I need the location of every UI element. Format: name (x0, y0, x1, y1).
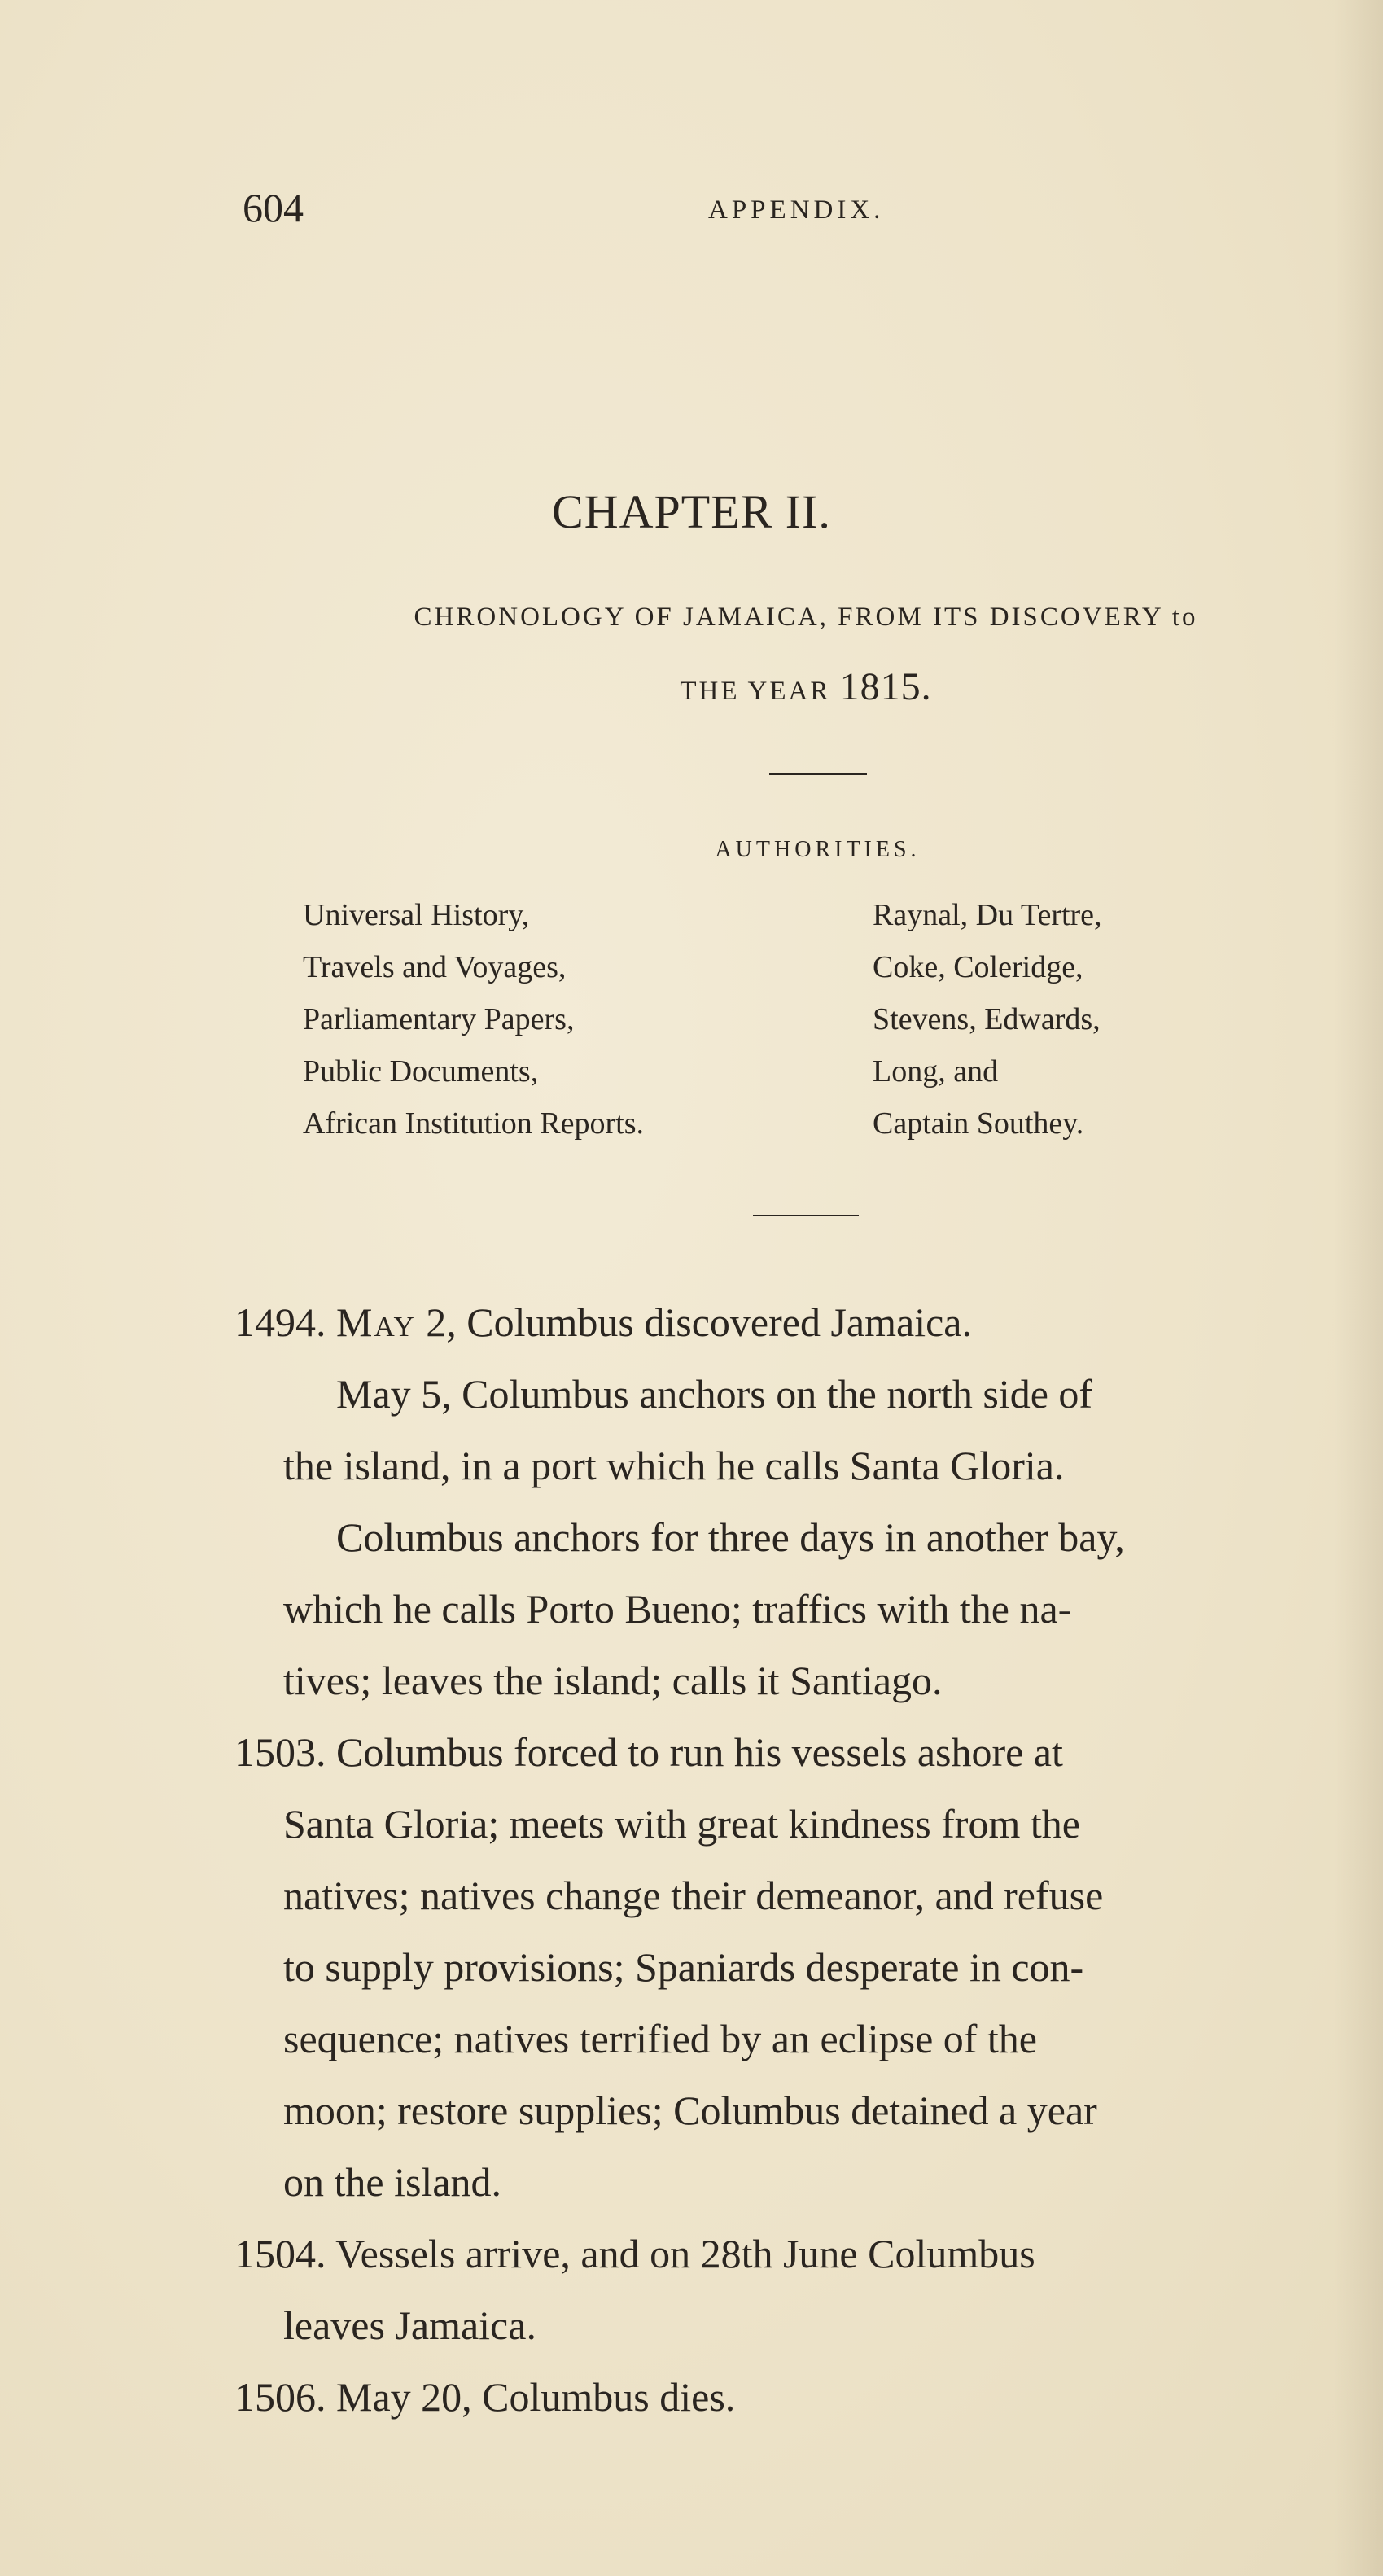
authority-left: Public Documents, (303, 1054, 539, 1089)
authorities-list (303, 889, 1263, 1150)
authority-left: Travels and Voyages, (303, 950, 567, 984)
chapter-subtitle-year: 1815. (839, 665, 932, 708)
chapter-subtitle-prefix: THE YEAR (680, 677, 831, 706)
text-line: 1504. Vessels arrive, and on 28th June Columbus (234, 2231, 1035, 2276)
text-line: moon; restore supplies; Columbus detained a year (283, 2088, 1097, 2133)
authority-right: Raynal, Du Tertre, (873, 898, 1102, 932)
authorities-row (303, 993, 1263, 1045)
authority-left: Universal History, (303, 898, 530, 932)
text-line: tives; leaves the island; calls it Santiago. (283, 1658, 943, 1703)
text-line: 1503. Columbus forced to run his vessels ashore at (234, 1729, 1063, 1775)
divider-rule-bottom (753, 1215, 859, 1216)
entry-text: 2, Columbus discovered Jamaica. (426, 1299, 972, 1345)
entry-month: May (336, 1299, 416, 1345)
text-line: May 5, Columbus anchors on the north side of (336, 1371, 1093, 1417)
chapter-subtitle-line-2 (269, 652, 1343, 726)
authority-right: Long, and (873, 1054, 999, 1089)
entry-year: 1494. (234, 1299, 326, 1345)
authorities-row (303, 1097, 1263, 1150)
authorities-row (303, 941, 1263, 993)
text-line: 1506. May 20, Columbus dies. (234, 2374, 736, 2420)
authorities-heading: AUTHORITIES. (715, 837, 921, 862)
text-line: sequence; natives terrified by an eclipse of the (283, 2016, 1038, 2061)
authority-left: Parliamentary Papers, (303, 1002, 575, 1036)
text-line: leaves Jamaica. (283, 2302, 536, 2348)
text-line: which he calls Porto Bueno; traffics with the na- (283, 1586, 1072, 1632)
divider-rule-top (769, 773, 867, 775)
chapter-subtitle-line-1: CHRONOLOGY OF JAMAICA, FROM ITS DISCOVERY to (414, 602, 1198, 632)
text-line (234, 1286, 1358, 1358)
authorities-row (303, 1045, 1263, 1097)
text-line: Santa Gloria; meets with great kindness from the (283, 1801, 1080, 1847)
authority-left: African Institution Reports. (303, 1106, 644, 1141)
chronology-entry-1494 (234, 1286, 1358, 1716)
text-line: on the island. (283, 2159, 502, 2205)
text-line: Columbus anchors for three days in another bay, (336, 1514, 1125, 1560)
chapter-subtitle (269, 582, 1343, 726)
text-line: the island, in a port which he calls Santa Gloria. (283, 1443, 1065, 1488)
text-line: natives; natives change their demeanor, and refuse (283, 1873, 1104, 1918)
text-line: to supply provisions; Spaniards desperate in con- (283, 1944, 1084, 1990)
page-header (243, 184, 1341, 241)
authorities-row (303, 889, 1263, 941)
authority-right: Captain Southey. (873, 1106, 1084, 1141)
chronology-text (234, 1286, 1358, 2433)
page-number: 604 (243, 185, 304, 230)
authority-right: Stevens, Edwards, (873, 1002, 1101, 1036)
chronology-entry-1503 (234, 1716, 1358, 2218)
chapter-title: CHAPTER II. (552, 485, 831, 538)
chronology-entry-1506 (234, 2361, 1358, 2433)
chronology-entry-1504 (234, 2218, 1358, 2361)
running-head: APPENDIX. (708, 195, 885, 225)
authority-right: Coke, Coleridge, (873, 950, 1083, 984)
